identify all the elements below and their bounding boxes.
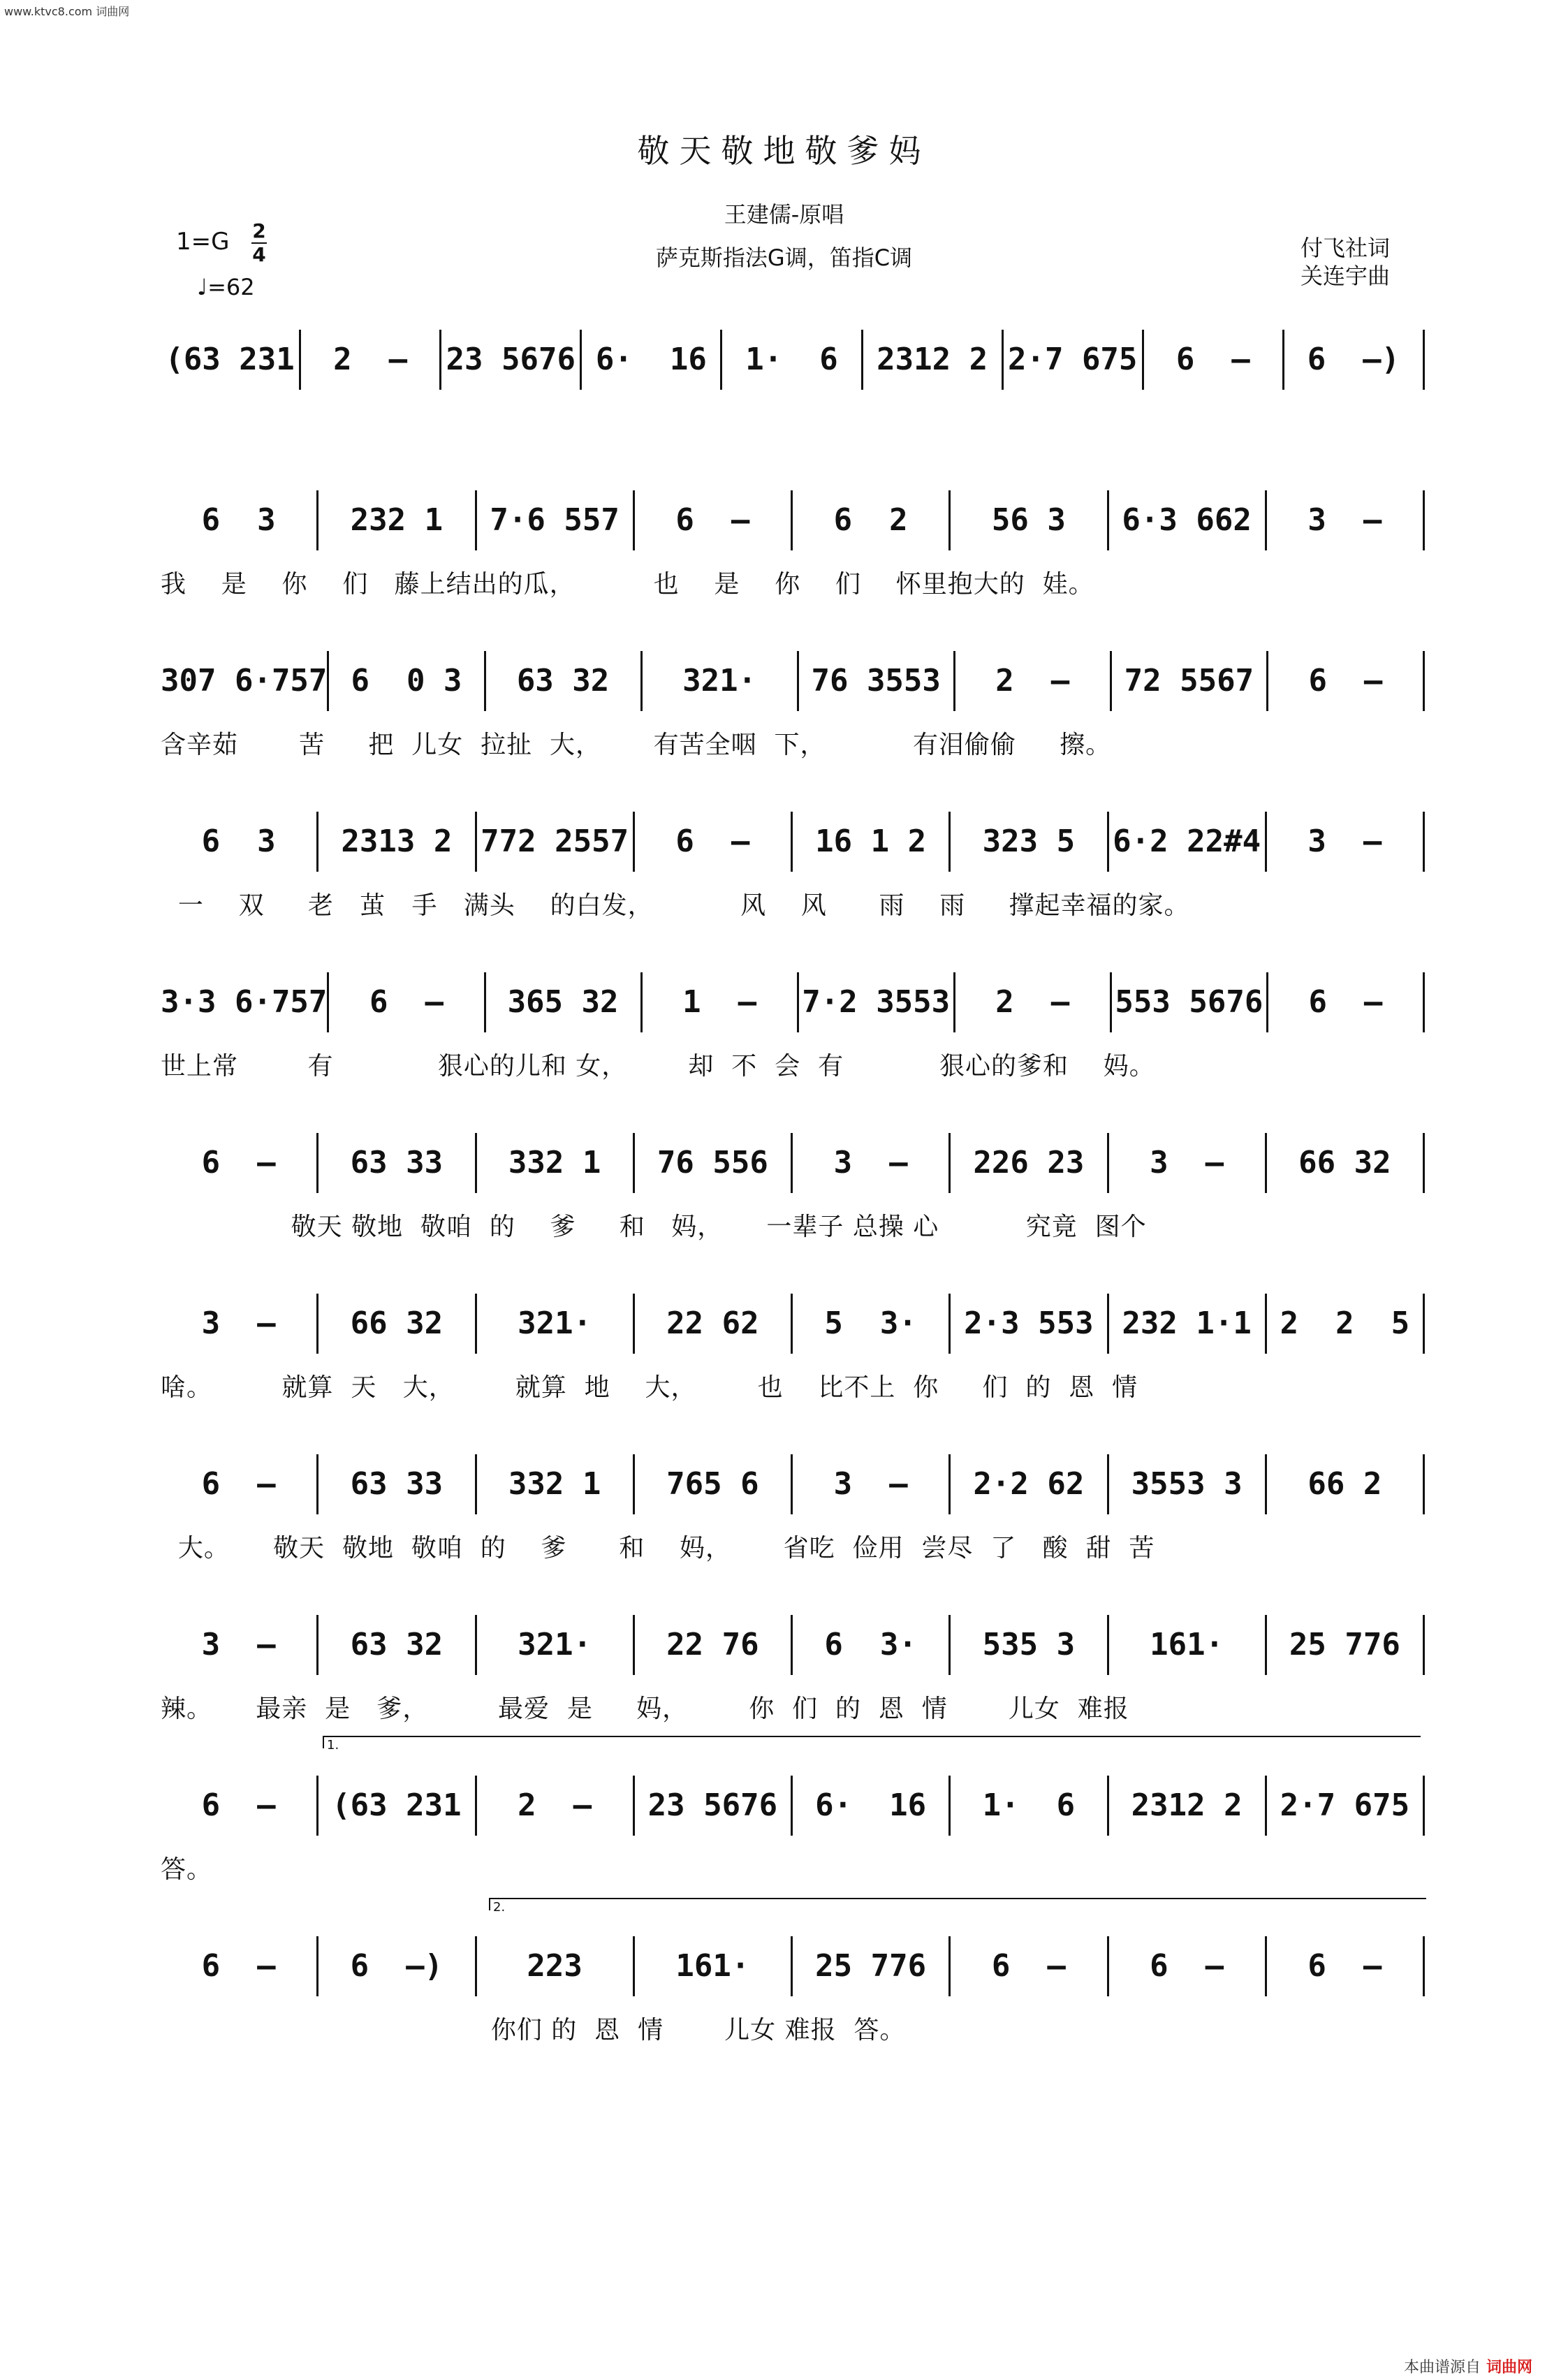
barline [1423, 490, 1425, 550]
measure: 321· [682, 663, 757, 699]
measure: 6 – [675, 824, 750, 859]
measure: 6 – [201, 1466, 276, 1502]
barline [1423, 1776, 1425, 1836]
measure: 6 – [201, 1787, 276, 1823]
lyrics-line: 啥。 就算 天 大， 就算 地 大， 也 比不上 你 们 的 恩 情 [161, 1373, 1138, 1402]
barline [1423, 1615, 1425, 1675]
measure: 1· 6 [745, 342, 838, 377]
measure: 2·3 553 [964, 1305, 1094, 1341]
volta-2-label: 2. [493, 1900, 506, 1915]
lyrics-line: 一 双 老 茧 手 满头 的白发， 风 风 雨 雨 撑起幸福的家。 [161, 891, 1190, 920]
measure: 321· [518, 1305, 592, 1341]
measure: 3 – [1307, 824, 1382, 859]
measure: 6 – [1307, 1948, 1382, 1984]
measure: 22 62 [666, 1305, 759, 1341]
notation-line [161, 1614, 1425, 1676]
measure: 2 – [995, 984, 1070, 1020]
measure: 223 [527, 1948, 582, 1984]
measure: 76 556 [657, 1145, 768, 1180]
measure: 63 33 [350, 1466, 444, 1502]
measure: 232 1·1 [1122, 1305, 1252, 1341]
barline [1423, 1454, 1425, 1514]
measure: 6 – [201, 1145, 276, 1180]
measure: 3 – [1307, 502, 1382, 538]
measure: 2312 2 [877, 342, 988, 377]
measure: 6 – [201, 1948, 276, 1984]
measure: 56 3 [991, 502, 1066, 538]
measure: 772 2557 [481, 824, 629, 859]
time-sig-top: 2 [252, 219, 266, 242]
measure: 2 – [518, 1787, 592, 1823]
measure: 2312 2 [1131, 1787, 1243, 1823]
measure: 3 – [201, 1627, 276, 1662]
measure: 6 3 [201, 824, 276, 859]
notation-line [161, 810, 1425, 873]
barline [1423, 812, 1425, 872]
lyrics-line: 辣。 最亲 是 爹， 最爱 是 妈， 你 们 的 恩 情 儿女 难报 [161, 1695, 1129, 1723]
lyrics-line: 含辛茹 苦 把 儿女 拉扯 大， 有苦全咽 下， 有泪偷偷 擦。 [161, 731, 1112, 759]
measure: 3553 3 [1131, 1466, 1243, 1502]
time-sig-bottom: 4 [252, 243, 266, 266]
measure: 25 776 [1289, 1627, 1400, 1662]
measure: 16 1 2 [815, 824, 927, 859]
measure: 23 5676 [446, 342, 576, 377]
measure: 6 2 [833, 502, 908, 538]
watermark-brand: 词曲网 [1486, 2359, 1533, 2376]
measure: 6 0 3 [351, 663, 462, 699]
measure: 7·6 557 [490, 502, 620, 538]
measure: 66 32 [1298, 1145, 1391, 1180]
measure: 321· [518, 1627, 592, 1662]
lyrics-line: 答。 [161, 1855, 213, 1884]
measure: 6·3 662 [1122, 502, 1252, 538]
lyrics-line: 大。 敬天 敬地 敬咱 的 爹 和 妈， 省吃 俭用 尝尽 了 酸 甜 苦 [161, 1534, 1155, 1563]
measure: 6 3· [824, 1627, 917, 1662]
barline [1423, 330, 1425, 390]
measure: 66 32 [350, 1305, 444, 1341]
measure: 6 –) [350, 1948, 444, 1984]
measure: 6 – [369, 984, 444, 1020]
measure: 6· 16 [815, 1787, 927, 1823]
measure: 2 – [333, 342, 408, 377]
barline [1423, 1294, 1425, 1354]
lyrics-line: 敬天 敬地 敬咱 的 爹 和 妈， 一辈子 总操 心 究竟 图个 [161, 1213, 1147, 1241]
barline [1423, 1936, 1425, 1996]
lyrics-line: 我 是 你 们 藤上结出的瓜， 也 是 你 们 怀里抱大的 娃。 [161, 570, 1094, 599]
measure: 6·2 22#4 [1113, 824, 1261, 859]
measure: 332 1 [508, 1145, 601, 1180]
notation-line [161, 971, 1425, 1034]
measure: 2·7 675 [1280, 1787, 1410, 1823]
measure: 5 3· [824, 1305, 917, 1341]
measure: 323 5 [982, 824, 1076, 859]
measure: 6 – [1308, 984, 1383, 1020]
measure: 3 – [833, 1466, 908, 1502]
lyricist-credit: 付飞社词 [1300, 235, 1391, 261]
measure: 765 6 [666, 1466, 759, 1502]
source-watermark-bottom [1404, 2355, 1532, 2377]
source-watermark-top: www.ktvc8.com 词曲网 [4, 5, 130, 18]
measure: (63 231 [332, 1787, 462, 1823]
volta-1-label: 1. [327, 1738, 339, 1753]
tempo-marking: ♩=62 [197, 274, 255, 300]
notation-line [161, 489, 1425, 552]
notation-line [161, 1453, 1425, 1516]
lyrics-line: 你们 的 恩 情 儿女 难报 答。 [161, 2016, 906, 2045]
measure: 6 – [1150, 1948, 1224, 1984]
barline [1423, 972, 1425, 1032]
composer-credit: 关连宇曲 [1300, 263, 1391, 289]
measure: 63 32 [516, 663, 610, 699]
measure: 2 – [995, 663, 1070, 699]
measure: 535 3 [982, 1627, 1076, 1662]
measure: 2313 2 [341, 824, 453, 859]
measure: 6 –) [1307, 342, 1400, 377]
original-singer: 王建儒-原唱 [724, 201, 844, 228]
measure: 161· [675, 1948, 750, 1984]
key-signature: 1=G [176, 228, 230, 256]
measure: 1· 6 [982, 1787, 1076, 1823]
measure: 22 76 [666, 1627, 759, 1662]
measure: 2·7 675 [1007, 342, 1138, 377]
barline [1423, 1133, 1425, 1193]
measure: 232 1 [350, 502, 444, 538]
measure: (63 231 [165, 342, 295, 377]
measure: 63 33 [350, 1145, 444, 1180]
barline [1423, 651, 1425, 711]
notation-line [161, 1132, 1425, 1194]
volta-2-bracket [489, 1898, 1426, 1910]
measure: 365 32 [507, 984, 619, 1020]
measure: 1 – [682, 984, 757, 1020]
measure: 332 1 [508, 1466, 601, 1502]
notation-line [161, 1935, 1425, 1998]
measure: 6 – [675, 502, 750, 538]
measure: 7·2 3553 [802, 984, 951, 1020]
measure: 2·2 62 [973, 1466, 1085, 1502]
measure: 3 – [833, 1145, 908, 1180]
notation-line [161, 1774, 1425, 1837]
measure: 6 – [1175, 342, 1250, 377]
measure: 226 23 [973, 1145, 1085, 1180]
lyrics-line: 世上常 有 狠心的儿和 女， 却 不 会 有 狠心的爹和 妈。 [161, 1052, 1155, 1081]
measure: 63 32 [350, 1627, 444, 1662]
measure: 2 2 5 [1280, 1305, 1410, 1341]
measure: 72 5567 [1124, 663, 1254, 699]
watermark-prefix: 本曲谱源自 [1404, 2359, 1481, 2376]
measure: 3 – [1150, 1145, 1224, 1180]
measure: 23 5676 [647, 1787, 778, 1823]
time-signature [251, 221, 267, 265]
song-title: 敬天敬地敬爹妈 [637, 132, 931, 170]
measure: 161· [1150, 1627, 1224, 1662]
measure: 307 6·757 [161, 663, 328, 699]
measure: 76 3553 [811, 663, 941, 699]
fingering-note: 萨克斯指法G调，笛指C调 [655, 244, 913, 271]
notation-line [161, 328, 1425, 391]
measure: 6 3 [201, 502, 276, 538]
measure: 25 776 [815, 1948, 927, 1984]
measure: 553 5676 [1115, 984, 1263, 1020]
notation-line [161, 1292, 1425, 1355]
measure: 66 2 [1307, 1466, 1382, 1502]
volta-1-bracket [323, 1736, 1421, 1748]
measure: 3·3 6·757 [161, 984, 328, 1020]
measure: 6· 16 [595, 342, 707, 377]
measure: 3 – [201, 1305, 276, 1341]
measure: 6 – [991, 1948, 1066, 1984]
notation-line [161, 650, 1425, 712]
measure: 6 – [1308, 663, 1383, 699]
